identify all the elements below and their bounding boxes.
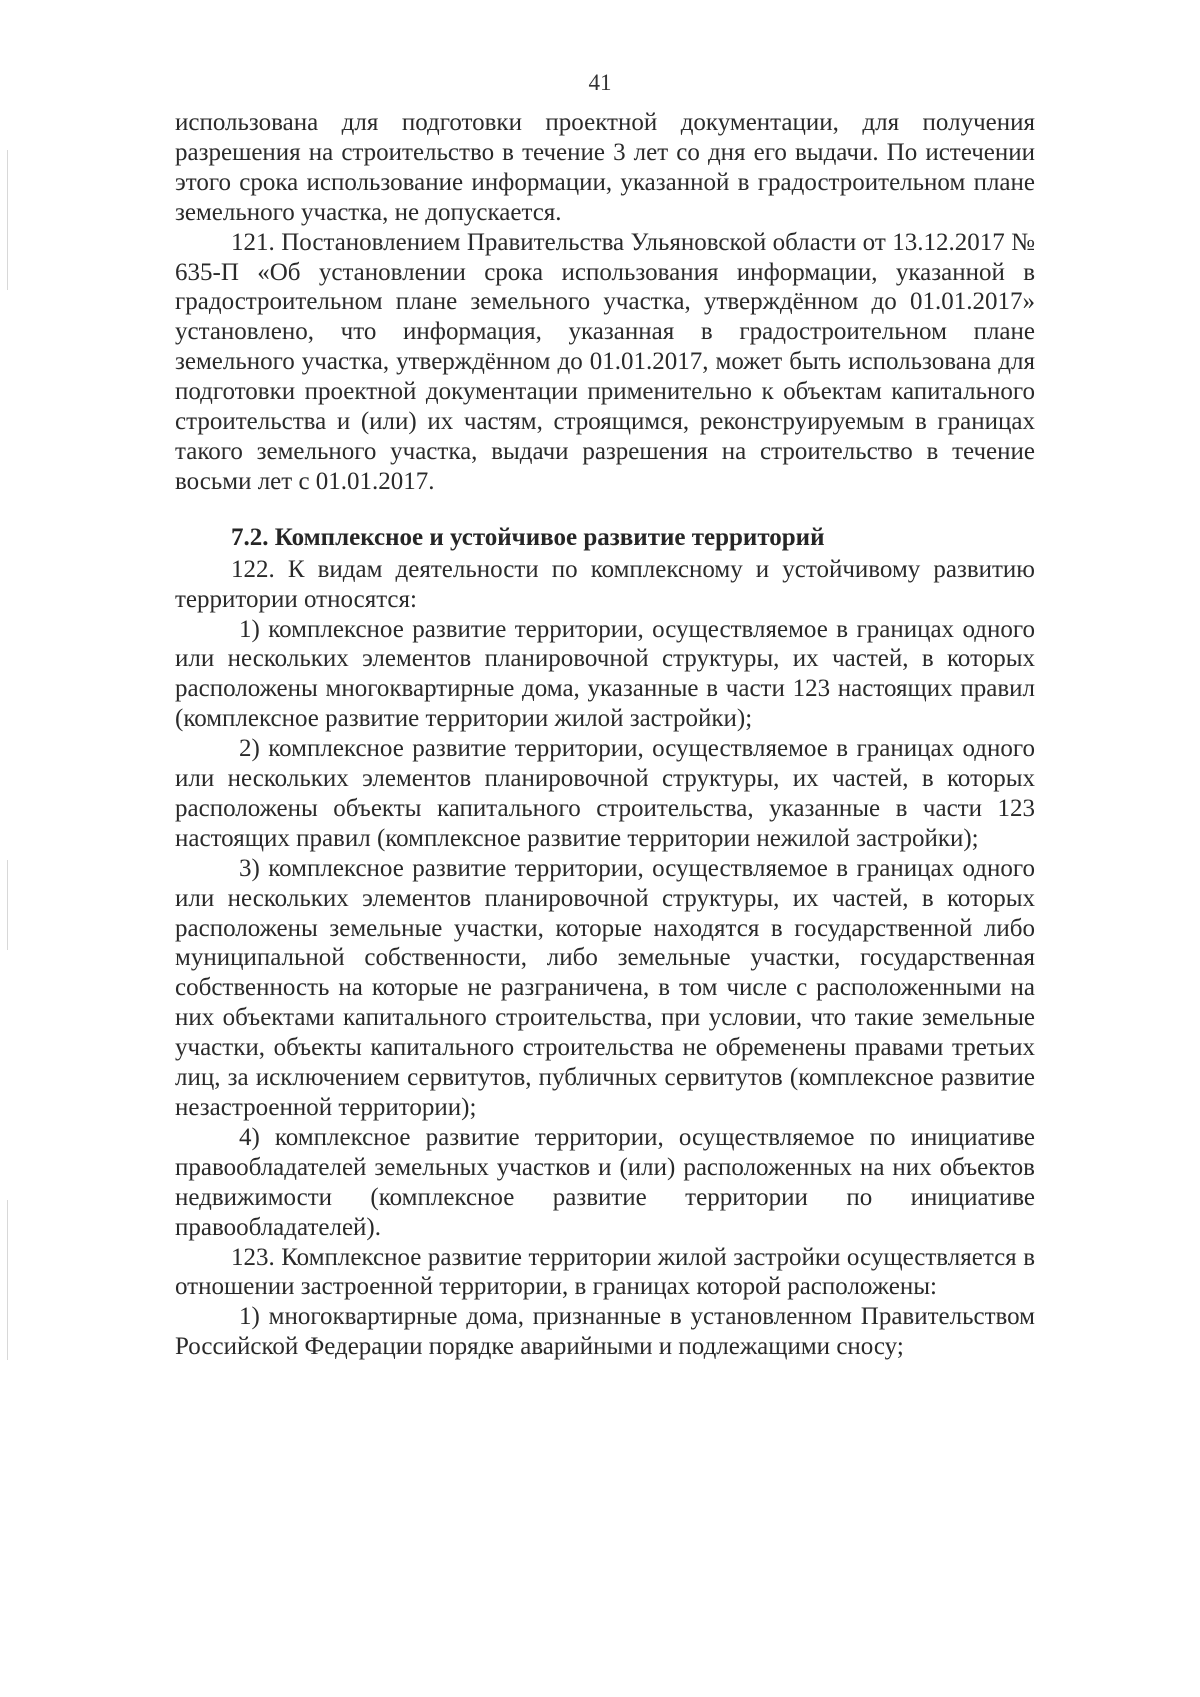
paragraph-continuation: использована для подготовки проектной документации, для получения разрешения на строительство в течение 3 лет со дня его выдачи. По истечении этого срока использование информации, указанной в градостроительном плане земельного участка, не допускается. <box>175 109 1035 226</box>
paragraph-122: 122. К видам деятельности по комплексному и устойчивому развитию территории относятся: <box>175 555 1035 613</box>
list-item: 3) комплексное развитие территории, осуществляемое в границах одного или нескольких элементов планировочной структуры, их частей, в которых расположены земельные участки, которые находятся в государственной либо муниципальной собственности, либо земельные участки, государственная собственность на которые не разграничена, в том числе с расположенными на них объектами капитального строительства, при условии, что такие земельные участки, объекты капитального строительства не обременены правами третьих лиц, за исключением сервитутов, публичных сервитутов (комплексное развитие незастроенной территории); <box>175 854 1035 1121</box>
list-item: 1) многоквартирные дома, признанные в установленном Правительством Российской Федерации порядке аварийными и подлежащими сносу; <box>175 1303 1035 1361</box>
paragraph-121: 121. Постановлением Правительства Ульяновской области от 13.12.2017 № 635-П «Об установлении срока использования информации, указанной в градостроительном плане земельного участка, утверждённом до 01.01.2017» установлено, что информация, указанная в градостроительном плане земельного участка, утверждённом до 01.01.2017, может быть использована для подготовки проектной документации применительно к объектам капитального строительства и (или) их частям, строящимся, реконструируемым в границах такого земельного участка, выдачи разрешения на строительство в течение восьми лет с 01.01.2017. <box>175 228 1035 495</box>
section-heading: 7.2. Комплексное и устойчивое развитие территорий <box>231 523 825 551</box>
scan-edge-mark <box>7 1200 8 1360</box>
scan-edge-mark <box>7 860 8 950</box>
body-text <box>175 108 1035 1362</box>
list-item: 1) комплексное развитие территории, осуществляемое в границах одного или нескольких элементов планировочной структуры, их частей, в которых расположены многоквартирные дома, указанные в части 123 настоящих правил (комплексное развитие территории жилой застройки); <box>175 615 1035 733</box>
list-item: 2) комплексное развитие территории, осуществляемое в границах одного или нескольких элементов планировочной структуры, их частей, в которых расположены объекты капитального строительства, указанные в части 123 настоящих правил (комплексное развитие территории нежилой застройки); <box>175 735 1035 852</box>
page-number: 41 <box>588 70 612 95</box>
paragraph-123: 123. Комплексное развитие территории жилой застройки осуществляется в отношении застроенной территории, в границах которой расположены: <box>175 1243 1035 1301</box>
scan-edge-mark <box>7 150 8 290</box>
list-item: 4) комплексное развитие территории, осуществляемое по инициативе правообладателей земельных участков и (или) расположенных на них объектов недвижимости (комплексное развитие территории по инициативе правообладателей). <box>175 1123 1035 1241</box>
